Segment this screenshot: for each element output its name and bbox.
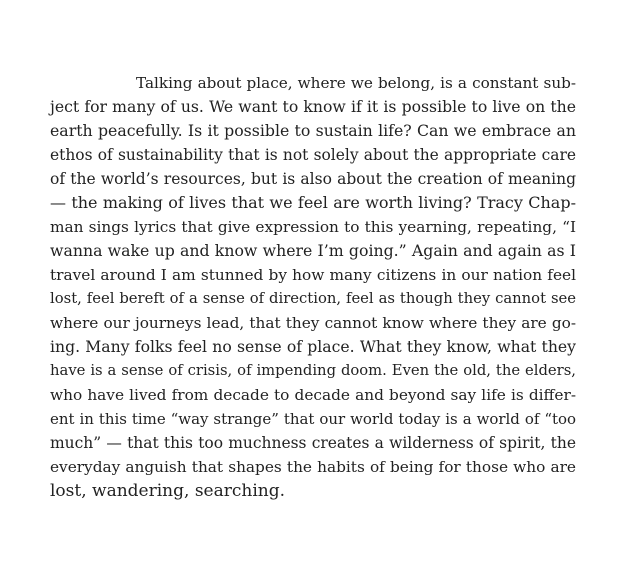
paragraph-line: ethos of sustainability that is not solely about the appropriate care [50,146,576,164]
paragraph-line: travel around I am stunned by how many citizens in our nation feel [50,266,576,284]
paragraph-line: much” — that this too muchness creates a wilderness of spirit, the [50,434,576,452]
paragraph-line: earth peacefully. Is it possible to sustain life? Can we embrace an [50,121,576,140]
paragraph-line: who have lived from decade to decade and beyond say life is differ- [50,386,576,404]
paragraph-line: ing. Many folks feel no sense of place. What they know, what they [50,337,576,356]
paragraph-line: ent in this time “way strange” that our world today is a world of “too [50,410,576,428]
paragraph-line: everyday anguish that shapes the habits of being for those who are [50,458,576,476]
paragraph-line: man sings lyrics that give expression to this yearning, repeating, “I [50,218,576,236]
paragraph-line: lost, wandering, searching. [50,481,286,501]
paragraph-line: — the making of lives that we feel are worth living? Tracy Chap- [50,193,576,212]
paragraph-line: Talking about place, where we belong, is a constant sub- [136,74,576,92]
paragraph-line: lost, feel bereft of a sense of direction, feel as though they cannot see [50,290,576,307]
paragraph-line: where our journeys lead, that they cannot know where they are go- [50,314,576,332]
paragraph-line: of the world’s resources, but is also about the creation of meaning [50,170,576,188]
body-paragraph [50,71,576,503]
paragraph-line: wanna wake up and know where I’m going.” Again and again as I [50,241,576,260]
paragraph-line: ject for many of us. We want to know if it is possible to live on the [50,97,576,116]
paragraph-line: have is a sense of crisis, of impending doom. Even the old, the elders, [50,362,576,379]
